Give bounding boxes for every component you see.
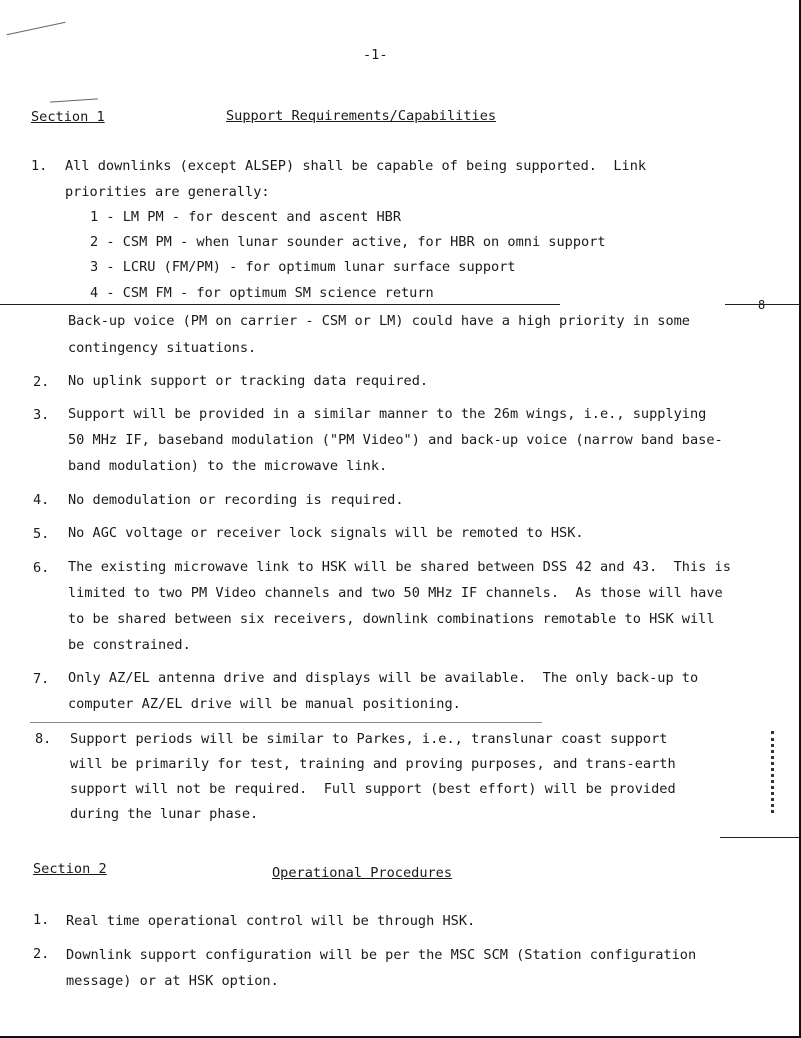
s1-item1-cont2: contingency situations. <box>68 340 257 356</box>
s1-item3-line2: 50 MHz IF, baseband modulation ("PM Video") and back-up voice (narrow band base- <box>68 432 723 448</box>
s1-item1-sub3: 3 - LCRU (FM/PM) - for optimum lunar surface support <box>90 259 516 275</box>
s1-item8-number: 8. <box>35 731 52 747</box>
s2-item2-line2: message) or at HSK option. <box>66 973 279 989</box>
scan-mark <box>50 98 98 102</box>
margin-mark: 8 <box>758 298 766 312</box>
s1-item2-line1: No uplink support or tracking data required. <box>68 373 429 389</box>
s1-item4-number: 4. <box>33 492 50 508</box>
s1-item7-line1: Only AZ/EL antenna drive and displays will be available. The only back-up to <box>68 670 699 686</box>
s1-item8-line4: during the lunar phase. <box>70 806 259 822</box>
s1-item1-sub4: 4 - CSM FM - for optimum SM science return <box>90 285 434 301</box>
s1-item3-number: 3. <box>33 407 50 423</box>
s1-item1-cont1: Back-up voice (PM on carrier - CSM or LM) could have a high priority in some <box>68 313 690 329</box>
scan-mark <box>7 22 66 35</box>
s1-item6-line2: limited to two PM Video channels and two 50 MHz IF channels. As those will have <box>68 585 723 601</box>
page-number: -1- <box>363 47 388 63</box>
s1-item3-line3: band modulation) to the microwave link. <box>68 458 388 474</box>
s1-item6-number: 6. <box>33 560 50 576</box>
s1-item1-line1: All downlinks (except ALSEP) shall be capable of being supported. Link <box>65 158 647 174</box>
s1-item1-number: 1. <box>31 158 48 174</box>
s1-item8-line2: will be primarily for test, training and proving purposes, and trans-earth <box>70 756 676 772</box>
s1-item7-line2: computer AZ/EL drive will be manual positioning. <box>68 696 461 712</box>
s1-item3-line1: Support will be provided in a similar manner to the 26m wings, i.e., supplying <box>68 406 707 422</box>
s1-item6-line3: to be shared between six receivers, downlink combinations remotable to HSK will <box>68 611 715 627</box>
splice-line <box>0 304 560 305</box>
s1-item1-line2: priorities are generally: <box>65 184 270 200</box>
change-bar <box>771 731 778 813</box>
s1-item7-number: 7. <box>33 671 50 687</box>
s1-item5-number: 5. <box>33 526 50 542</box>
s1-item5-line1: No AGC voltage or receiver lock signals will be remoted to HSK. <box>68 525 584 541</box>
s1-item1-sub2: 2 - CSM PM - when lunar sounder active, for HBR on omni support <box>90 234 606 250</box>
section1-title: Support Requirements/Capabilities <box>226 108 497 124</box>
s1-item1-sub1: 1 - LM PM - for descent and ascent HBR <box>90 209 401 225</box>
s2-item1-line1: Real time operational control will be through HSK. <box>66 913 476 929</box>
splice-line-2 <box>30 722 542 723</box>
s1-item6-line1: The existing microwave link to HSK will be shared between DSS 42 and 43. This is <box>68 559 731 575</box>
s2-item1-number: 1. <box>33 912 50 928</box>
s1-item2-number: 2. <box>33 374 50 390</box>
s2-item2-line1: Downlink support configuration will be per the MSC SCM (Station configuration <box>66 947 697 963</box>
s1-item6-line4: be constrained. <box>68 637 191 653</box>
splice-line-3 <box>720 837 799 838</box>
s1-item8-line3: support will not be required. Full support (best effort) will be provided <box>70 781 676 797</box>
section1-label: Section 1 <box>31 109 105 125</box>
s1-item4-line1: No demodulation or recording is required. <box>68 492 404 508</box>
s1-item8-line1: Support periods will be similar to Parkes, i.e., translunar coast support <box>70 731 668 747</box>
section2-label: Section 2 <box>33 861 107 877</box>
s2-item2-number: 2. <box>33 946 50 962</box>
section2-title: Operational Procedures <box>272 865 453 881</box>
